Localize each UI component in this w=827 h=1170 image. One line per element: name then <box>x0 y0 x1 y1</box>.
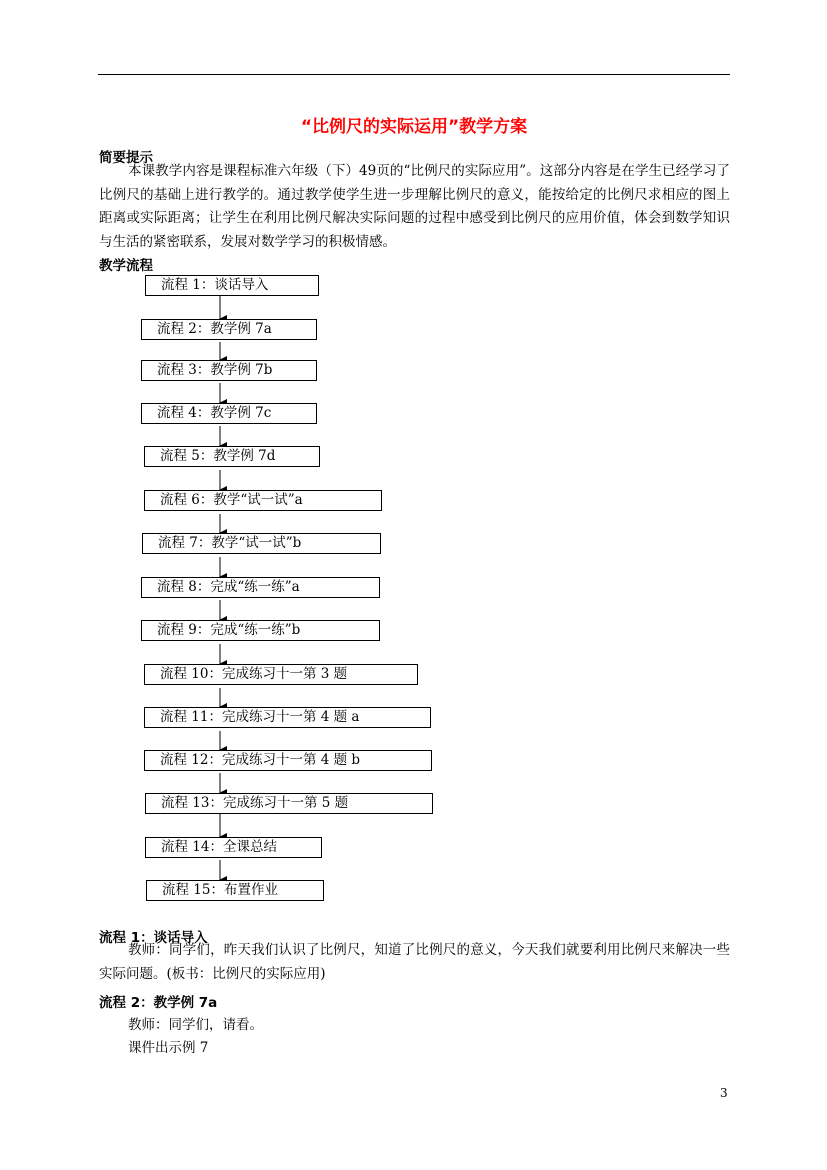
flow-step-1: 流程 1：谈话导入 <box>145 275 319 296</box>
section2-line-2: 课件出示例 7 <box>128 1040 209 1056</box>
flow-step-5: 流程 5：教学例 7d <box>144 446 320 467</box>
flow-step-8: 流程 8：完成“练一练”a <box>141 577 380 598</box>
flow-step-9: 流程 9：完成“练一练”b <box>141 620 380 641</box>
section2-heading: 流程 2：教学例 7a <box>99 995 218 1011</box>
flow-heading: 教学流程 <box>99 258 153 274</box>
flow-step-4: 流程 4：教学例 7c <box>141 403 317 424</box>
flow-step-11: 流程 11：完成练习十一第 4 题 a <box>144 707 431 728</box>
flow-step-14: 流程 14：全课总结 <box>145 837 322 858</box>
section1-heading: 流程 1：谈话导入 <box>99 930 208 946</box>
flow-step-7: 流程 7：教学“试一试”b <box>142 533 381 554</box>
page-number: 3 <box>720 1086 728 1100</box>
flow-step-10: 流程 10：完成练习十一第 3 题 <box>144 664 418 685</box>
section1-paragraph: 教师：同学们，昨天我们认识了比例尺，知道了比例尺的意义，今天我们就要利用比例尺来解决一些实际问题。(板书：比例尺的实际应用) <box>99 942 730 982</box>
flow-step-12: 流程 12：完成练习十一第 4 题 b <box>144 750 432 771</box>
section2-line-1: 教师：同学们，请看。 <box>128 1017 263 1033</box>
summary-heading: 简要提示 <box>99 150 153 166</box>
document-title: “比例尺的实际运用”教学方案 <box>300 117 528 137</box>
flow-step-6: 流程 6：教学“试一试”a <box>144 490 382 511</box>
flow-step-13: 流程 13：完成练习十一第 5 题 <box>145 793 433 814</box>
flow-step-15: 流程 15：布置作业 <box>146 880 324 901</box>
flow-step-3: 流程 3：教学例 7b <box>141 360 317 381</box>
flow-step-2: 流程 2：教学例 7a <box>141 319 317 340</box>
summary-paragraph: 本课教学内容是课程标准六年级（下）49页的“比例尺的实际应用”。这部分内容是在学生已经学习了比例尺的基础上进行教学的。通过教学使学生进一步理解比例尺的意义，能按给定的比例尺求相应的图上距离或实际距离；让学生在利用比例尺解决实际问题的过程中感受到比例尺的应用价值，体会到数学知识与生活的紧密联系，发展对数学学习的积极情感。 <box>99 163 730 250</box>
